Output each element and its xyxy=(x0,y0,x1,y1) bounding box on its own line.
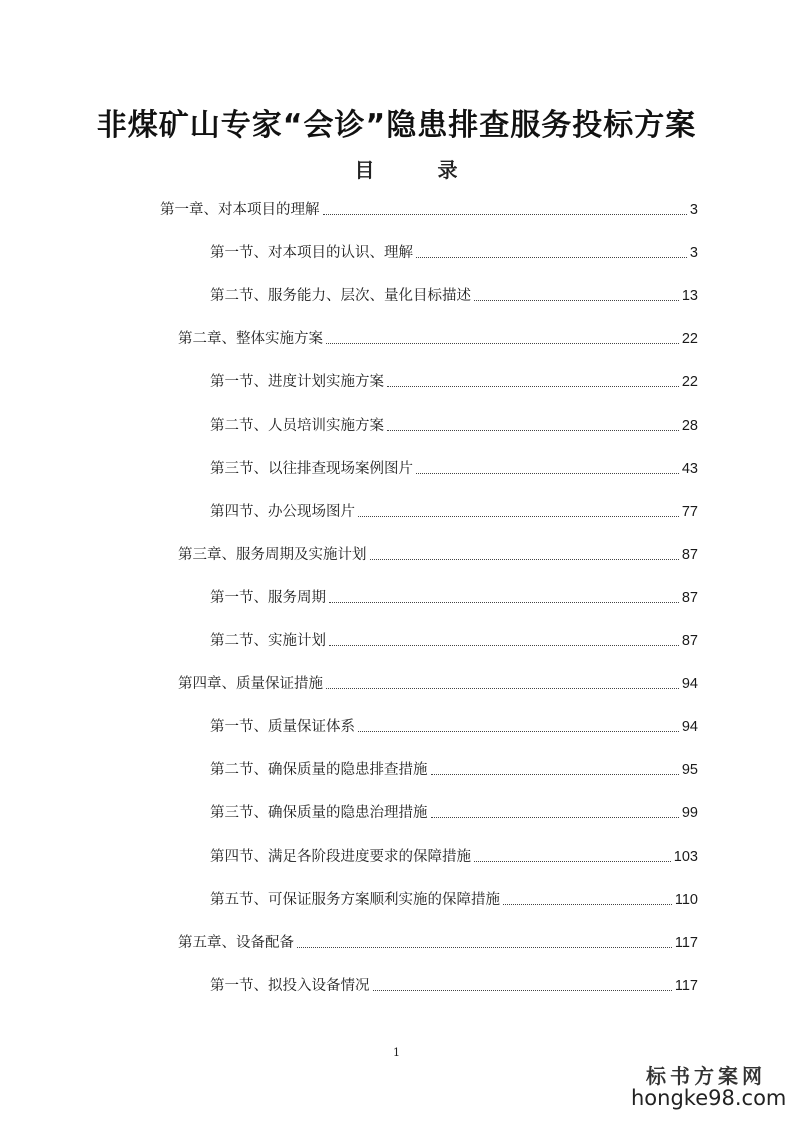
toc-entry-label: 第二节、实施计划 xyxy=(210,633,326,649)
toc-entry-label: 第三节、以往排查现场案例图片 xyxy=(210,461,413,477)
toc-entry-label: 第二节、服务能力、层次、量化目标描述 xyxy=(210,288,471,304)
toc-entry-page: 3 xyxy=(689,245,698,261)
toc-leader-dots xyxy=(323,214,687,215)
site-watermark xyxy=(631,1063,787,1110)
toc-entry-page: 117 xyxy=(674,935,698,951)
toc-entry[interactable] xyxy=(210,286,698,306)
toc-entry-label: 第一节、拟投入设备情况 xyxy=(210,978,370,994)
toc-entry-page: 13 xyxy=(681,288,698,304)
toc-entry-label: 第二节、人员培训实施方案 xyxy=(210,418,384,434)
toc-entry-label: 第三章、服务周期及实施计划 xyxy=(178,547,367,563)
watermark-url: hongke98.com xyxy=(631,1085,787,1110)
toc-entry-page: 94 xyxy=(681,719,698,735)
toc-leader-dots xyxy=(326,688,679,689)
toc-entry[interactable] xyxy=(210,803,698,823)
toc-leader-dots xyxy=(503,904,672,905)
toc-leader-dots xyxy=(370,559,679,560)
toc-entry-page: 95 xyxy=(681,762,698,778)
toc-entry-page: 28 xyxy=(681,418,698,434)
toc-leader-dots xyxy=(297,947,672,948)
toc-entry[interactable] xyxy=(210,976,698,996)
toc-leader-dots xyxy=(373,990,672,991)
toc-entry-page: 43 xyxy=(681,461,698,477)
toc-entry-label: 第一节、进度计划实施方案 xyxy=(210,374,384,390)
toc-entry[interactable] xyxy=(178,933,698,953)
toc-entry-label: 第一节、对本项目的认识、理解 xyxy=(210,245,413,261)
toc-entry[interactable] xyxy=(210,631,698,651)
toc-entry[interactable] xyxy=(210,372,698,392)
toc-entry[interactable] xyxy=(178,545,698,565)
toc-entry-label: 第二章、整体实施方案 xyxy=(178,331,323,347)
toc-entry-page: 94 xyxy=(681,676,698,692)
toc-entry-label: 第五节、可保证服务方案顺利实施的保障措施 xyxy=(210,892,500,908)
toc-entry-label: 第三节、确保质量的隐患治理措施 xyxy=(210,805,428,821)
page-number: 1 xyxy=(393,1046,400,1059)
toc-entry[interactable] xyxy=(178,674,698,694)
toc-leader-dots xyxy=(416,473,679,474)
watermark-title: 标书方案网 xyxy=(646,1063,766,1088)
toc-entry[interactable] xyxy=(178,329,698,349)
toc-entry-label: 第四节、办公现场图片 xyxy=(210,504,355,520)
toc-leader-dots xyxy=(387,386,679,387)
toc-leader-dots xyxy=(358,516,679,517)
toc-leader-dots xyxy=(329,602,679,603)
toc-entry-label: 第二节、确保质量的隐患排查措施 xyxy=(210,762,428,778)
toc-entry[interactable] xyxy=(210,717,698,737)
toc-leader-dots xyxy=(329,645,679,646)
toc-entry[interactable] xyxy=(210,847,698,867)
toc-entry-page: 22 xyxy=(681,331,698,347)
toc-leader-dots xyxy=(474,861,671,862)
toc-entry-page: 117 xyxy=(674,978,698,994)
toc-entry-page: 110 xyxy=(674,892,698,908)
toc-leader-dots xyxy=(474,300,679,301)
toc-entry-label: 第一章、对本项目的理解 xyxy=(160,202,320,218)
toc-entry[interactable] xyxy=(210,760,698,780)
toc-entry-label: 第一节、质量保证体系 xyxy=(210,719,355,735)
toc-entry[interactable] xyxy=(160,200,698,220)
toc-entry-page: 77 xyxy=(681,504,698,520)
toc-entry-page: 103 xyxy=(673,849,698,865)
toc-entry-page: 22 xyxy=(681,374,698,390)
toc-entry-page: 87 xyxy=(681,633,698,649)
toc-leader-dots xyxy=(326,343,679,344)
toc-entry-page: 87 xyxy=(681,547,698,563)
toc-entry[interactable] xyxy=(210,588,698,608)
toc-entry-page: 99 xyxy=(681,805,698,821)
toc-entry-page: 3 xyxy=(689,202,698,218)
toc-leader-dots xyxy=(431,774,679,775)
toc-entry[interactable] xyxy=(210,416,698,436)
toc-entry[interactable] xyxy=(210,459,698,479)
toc-entry[interactable] xyxy=(210,243,698,263)
toc-leader-dots xyxy=(387,430,679,431)
toc-entry[interactable] xyxy=(210,502,698,522)
toc-entry-label: 第一节、服务周期 xyxy=(210,590,326,606)
toc-entry[interactable] xyxy=(210,890,698,910)
toc-entry-label: 第四章、质量保证措施 xyxy=(178,676,323,692)
toc-entry-label: 第四节、满足各阶段进度要求的保障措施 xyxy=(210,849,471,865)
toc-leader-dots xyxy=(416,257,687,258)
document-title: 非煤矿山专家“会诊”隐患排查服务投标方案 xyxy=(96,108,697,143)
toc-leader-dots xyxy=(431,817,679,818)
toc-entry-label: 第五章、设备配备 xyxy=(178,935,294,951)
toc-heading: 目 录 xyxy=(354,158,486,182)
toc-leader-dots xyxy=(358,731,679,732)
toc-entry-page: 87 xyxy=(681,590,698,606)
